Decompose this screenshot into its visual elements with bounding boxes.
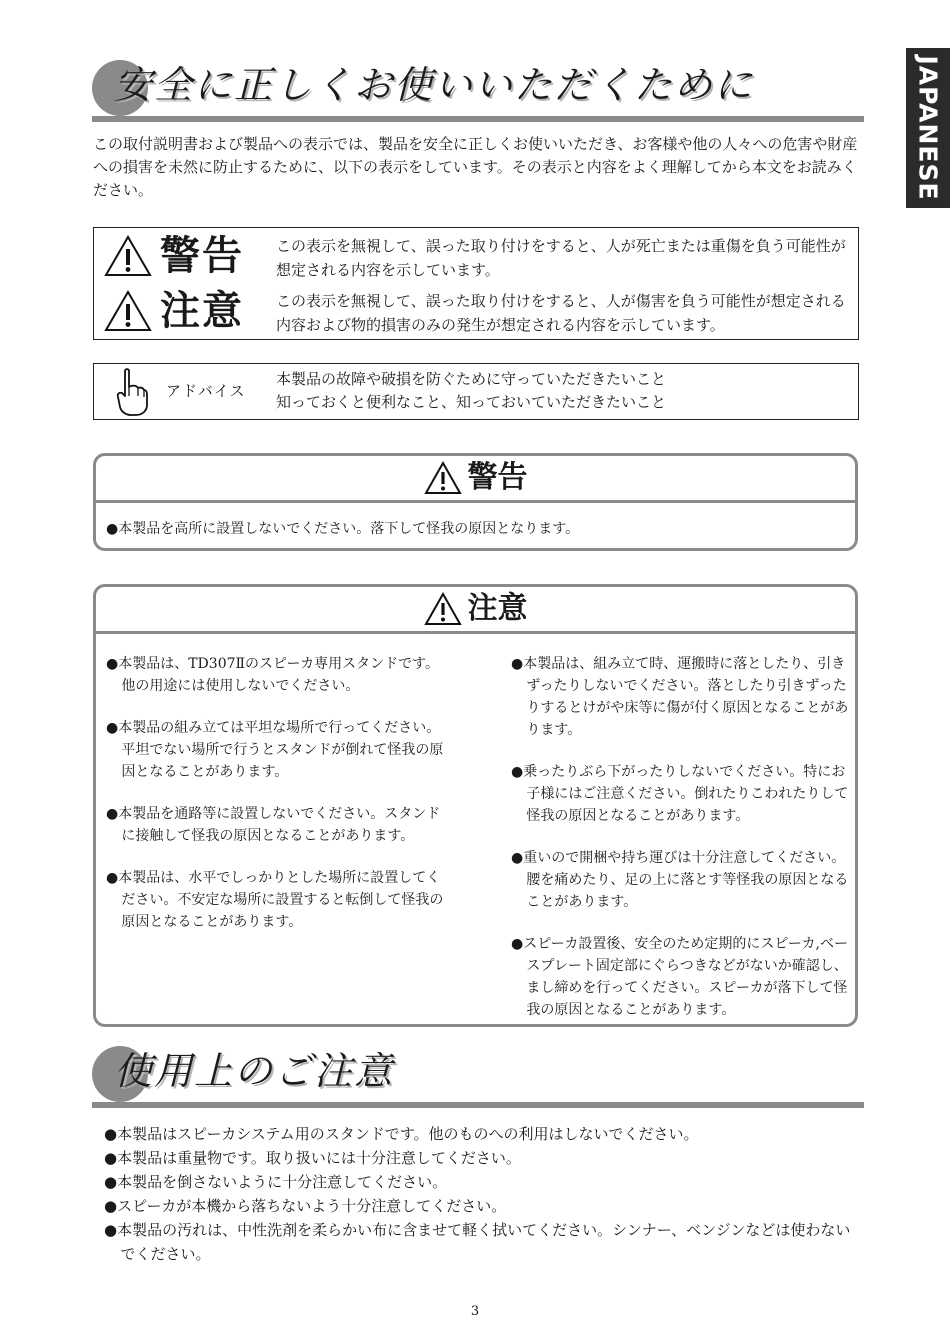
- advice-line-2: 知っておくと便利なこと、知っておいていただきたいこと: [276, 393, 667, 411]
- warning-panel-title: 警告: [467, 460, 528, 495]
- caution-panel: [93, 584, 858, 1027]
- title-rule: [92, 116, 864, 122]
- symbol-legend-box: [93, 227, 859, 340]
- usage-item: ●本製品を倒さないように十分注意してください。: [104, 1173, 448, 1191]
- advice-legend-box: [93, 363, 859, 420]
- warning-item: ●本製品を高所に設置しないでください。落下して怪我の原因となります。: [106, 521, 580, 537]
- usage-list: [104, 1122, 864, 1266]
- caution-item: ●本製品は、TD307Ⅱのスピーカ専用スタンドです。他の用途には使用しないでください。: [106, 656, 440, 694]
- caution-item: ●本製品の組み立ては平坦な場所で行ってください。平坦でない場所で行うとスタンドが倒れて怪我の原因となることがあります。: [106, 720, 444, 780]
- caution-item: ●重いので開梱や持ち運びは十分注意してください。腰を痛めたり、足の上に落とす等怪我の原因となることがあります。: [511, 850, 849, 910]
- usage-item: ●本製品はスピーカシステム用のスタンドです。他のものへの利用はしないでください。: [104, 1125, 699, 1143]
- usage-section-title: [92, 1040, 864, 1110]
- usage-item: ●スピーカが本機から落ちないよう十分注意してください。: [104, 1197, 507, 1215]
- caution-right-column: [511, 653, 856, 1027]
- warning-triangle-icon: [424, 461, 462, 495]
- caution-left-column: [106, 653, 451, 953]
- pointing-hand-icon: [114, 367, 148, 417]
- intro-paragraph: この取付説明書および製品への表示では、製品を安全に正しくお使いいただき、お客様や他の人々への危害や財産への損害を未然に防止するために、以下の表示をしています。その表示と内容をよく理解してから本文をお読みください。: [93, 135, 858, 199]
- language-tab-label: JAPANESE: [913, 55, 943, 201]
- warning-triangle-icon: [104, 234, 152, 278]
- caution-item: ●本製品は、水平でしっかりとした場所に設置してください。不安定な場所に設置すると転倒して怪我の原因となることがあります。: [106, 870, 444, 930]
- safety-title-text: 安全に正しくお使いいただくために: [114, 63, 755, 107]
- caution-triangle-icon: [104, 289, 152, 333]
- warning-panel: [93, 453, 858, 551]
- page-number: 3: [470, 1304, 480, 1319]
- advice-label: アドバイス: [166, 382, 246, 400]
- caution-item: ●本製品を通路等に設置しないでください。スタンドに接触して怪我の原因となることがあります。: [106, 806, 441, 844]
- caution-item: ●乗ったりぶら下がったりしないでください。特にお子様にはご注意ください。倒れたりこわれたりして怪我の原因となることがあります。: [511, 764, 849, 824]
- warning-panel-header: [96, 456, 855, 503]
- advice-line-1: 本製品の故障や破損を防ぐために守っていただきたいこと: [276, 370, 667, 388]
- advice-lines: [276, 368, 666, 414]
- legend-warning-desc: この表示を無視して、誤った取り付けをすると、人が死亡または重傷を負う可能性が想定される内容を示しています。: [276, 237, 846, 279]
- usage-title-text: 使用上のご注意: [114, 1049, 395, 1093]
- language-tab: [906, 48, 950, 208]
- caution-item: ●スピーカ設置後、安全のため定期的にスピーカ,ベースプレート固定部にぐらつきなどがないか確認し、まし締めを行ってください。スピーカが落下して怪我の原因となることがあります。: [511, 936, 848, 1018]
- usage-item: ●本製品の汚れは、中性洗剤を柔らかい布に含ませて軽く拭いてください。シンナー、ベンジンなどは使わないでください。: [104, 1221, 851, 1263]
- safety-section-title: [92, 54, 864, 124]
- legend-warning-label: 警告: [160, 233, 244, 279]
- legend-caution-row: [94, 285, 858, 339]
- caution-panel-header: [96, 587, 855, 634]
- caution-item: ●本製品は、組み立て時、運搬時に落としたり、引きずったりしないでください。落としたり引きずったりするとけがや床等に傷が付く原因となることがあります。: [511, 656, 849, 738]
- caution-panel-title: 注意: [467, 591, 528, 626]
- caution-triangle-icon: [424, 592, 462, 626]
- legend-warning-row: [94, 230, 858, 284]
- legend-caution-desc: この表示を無視して、誤った取り付けをすると、人が傷害を負う可能性が想定される内容および物的損害のみの発生が想定される内容を示しています。: [276, 292, 846, 334]
- usage-item: ●本製品は重量物です。取り扱いには十分注意してください。: [104, 1149, 521, 1167]
- legend-caution-label: 注意: [160, 288, 244, 334]
- title-rule: [92, 1102, 864, 1108]
